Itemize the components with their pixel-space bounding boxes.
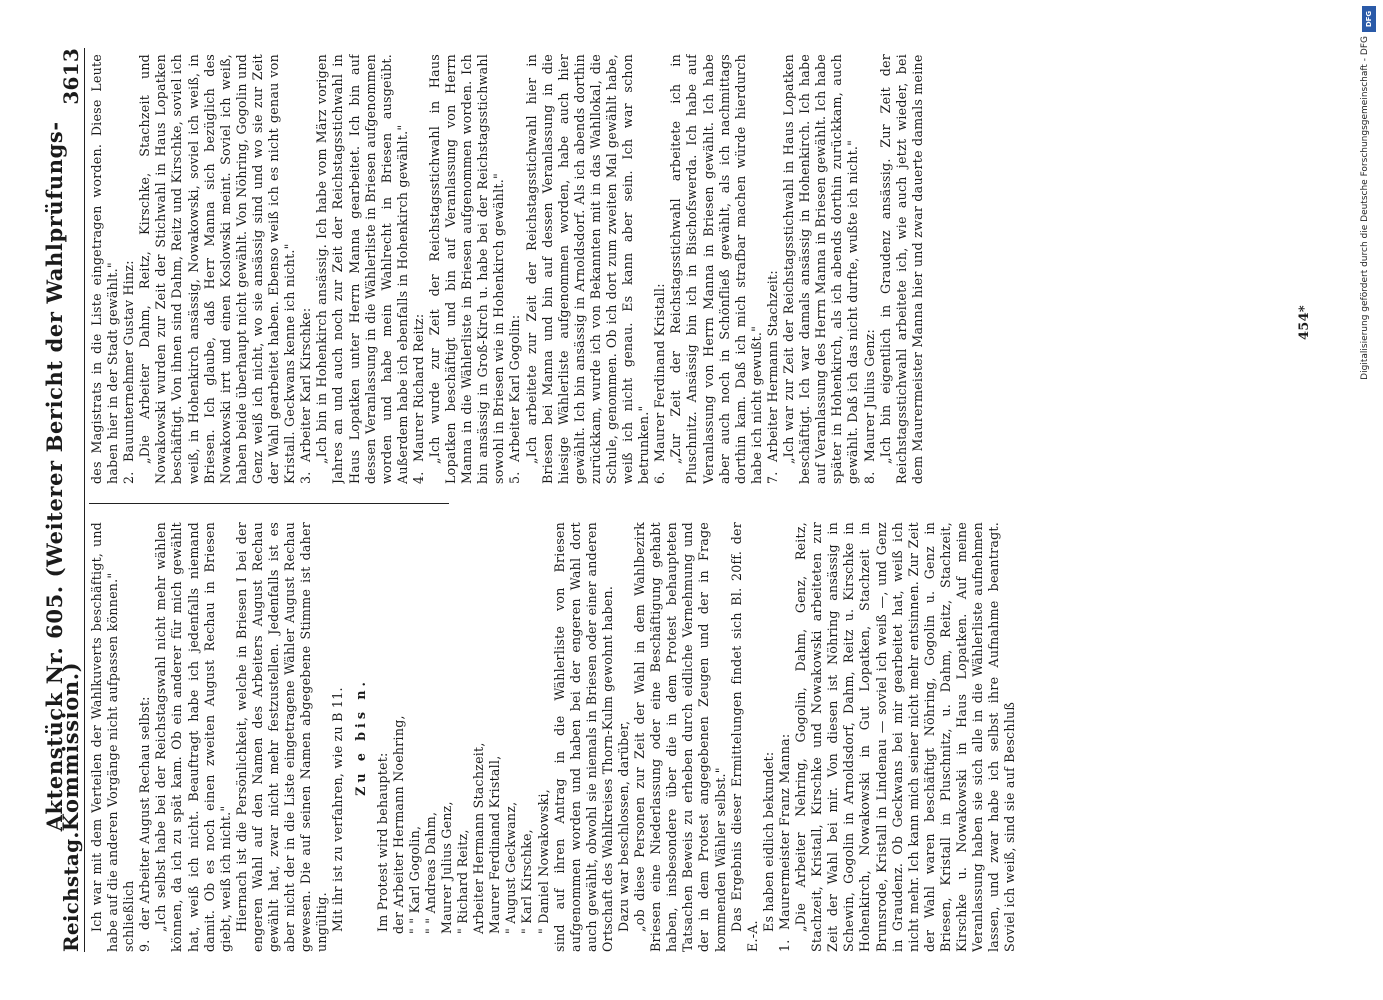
dfg-logo: [1362, 6, 1376, 32]
paragraph: Mit ihr ist zu verfahren, wie zu B 11.: [329, 687, 345, 932]
dfg-logo-text: DFG: [1365, 10, 1373, 28]
right-column: [89, 54, 1329, 484]
list-item: Arbeiter Hermann Stachzeit,: [470, 742, 486, 934]
paragraph: des Magistrats in die Liste eingetragen worden. Diese Leute haben hier in der Stadt gewählt.": [88, 54, 120, 484]
testimony: „Ich arbeitete zur Zeit der Reichstagsstichwahl hier in Briesen bei Manna und bin auf dessen Veranlassung in die hiesige Wählerliste aufgenommen worden, habe auch hier gewählt. Ich bin ansässig in Arnoldsdorf. Als ich abends dorthin zurückkam, wurde ich von Bekannten mit in das Wahllokal, die Schule, genommen. Ob ich dort zum zweiten Mal gewählt habe, weiß ich nicht genau. Es kann aber sein. Ich war schon betrunken.": [523, 54, 651, 484]
digitization-note: [1360, 36, 1378, 656]
testimony: „Die Arbeiter Nehring, Gogolin, Dahm, Genz, Reitz, Stachzeit, Kristall, Kirschke und Nowakowski arbeiteten zur Zeit der Wahl bei mir. Von diesen ist Nöhring ansässig in Schewin, Gogolin in Arnoldsdorf, Dahm, Reitz u. Kirschke in Hohenkirch, Nowakowski in Gut Lopatken, Stachzeit in Brunsrode, Kristall in Lindenau — soviel ich weiß —, und Genz in Graudenz. Ob Geckwans bei mir gearbeitet hat, weiß ich nicht mehr. Ich kann mich seiner nicht mehr entsinnen. Zur Zeit der Wahl waren beschäftigt Nöhring, Gogolin u. Genz in Briesen, Kristall in Pluschnitz, u. Dahm, Reitz, Stachzeit, Kirschke u. Nowakowski in Haus Lopatken. Auf meine Veranlassung haben sie sich alle in die Wählerliste aufnehmen lassen, und zwar habe ich selbst ihre Aufnahme beantragt. Soviel ich weiß, sind sie auf Beschluß: [792, 522, 1017, 952]
witness-name: Maurer Julius Genz:: [861, 328, 876, 462]
testimony: „Ich selbst habe bei der Reichstagswahl nicht mehr wählen können, da ich zu spät kam. Ob ein anderer für mich gewählt hat, weiß ich nicht. Beauftragt habe ich jedenfalls niemand damit. Ob es noch einen zweiten August Rechau in Briesen giebt, weiß ich nicht.": [152, 522, 233, 952]
item-number: 7.: [764, 471, 780, 484]
list-item: " " Andreas Dahm,: [422, 811, 438, 934]
testimony: „Ich wurde zur Zeit der Reichstagsstichwahl in Haus Lopatken beschäftigt und bin auf Veranlassung von Herrn Manna in die Wählerliste in Briesen aufgenommen worden. Ich bin ansässig in Groß-Kirch u. habe bei der Reichstagsstichwahl sowohl in Briesen wie in Hohenkirch gewählt.": [426, 54, 506, 484]
item-number: 8.: [861, 471, 876, 484]
running-head: [41, 48, 85, 952]
witness-name: Maurermeister Franz Manna:: [776, 733, 792, 930]
head-left: Reichstag.: [58, 831, 83, 952]
witness-name: Maurer Ferdinand Kristall:: [651, 283, 667, 462]
signature-mark: 454*: [1296, 305, 1312, 340]
item-number: 9.: [136, 939, 152, 952]
testimony: „Ich bin eigentlich in Graudenz ansässig. Zur Zeit der Reichstagsstichwahl arbeitete ich, wie auch jetzt wieder, bei dem Maurermeister Manna hier und zwar dauerte damals meine: [877, 54, 925, 484]
testimony: „Zur Zeit der Reichstagsstichwahl arbeitete ich in Pluschnitz. Ansässig bin ich in Bischofswerda. Ich habe auf Veranlassung von Herrn Manna in Briesen gewählt. Ich habe aber auch noch in Schönfließ gewählt, als ich nachmittags dorthin kam. Daß ich mich strafbar machen würde hierdurch habe ich nicht gewußt.": [667, 54, 764, 484]
witness-name: Arbeiter Hermann Stachzeit:: [764, 270, 780, 462]
witness-item: [507, 54, 523, 484]
testimony: „Ich bin in Hohenkirch ansässig. Ich habe vom März vorigen Jahres an und auch noch zur Zeit der Reichstagsstichwahl in Haus Lopatken unter Herrn Manna gearbeitet. Ich bin auf dessen Veranlassung in die Wählerliste in Briesen aufgenommen worden und habe mein Wahlrecht in Briesen ausgeübt. Außerdem habe ich ebenfalls in Hohenkirch gewählt.": [313, 54, 410, 484]
section-heading: Zu e bis n.: [352, 678, 367, 796]
paragraph: Hiernach ist die Persönlichkeit, welche in Briesen I bei der engeren Wahl auf den Namen des Arbeiters August Rechau gewählt hat, zwar nicht mehr festzustellen. Jedenfalls ist es aber nicht der in die Liste eingetragene Wähler August Rechau gewesen. Die auf seinen Namen abgegebene Stimme ist daher ungültig.: [233, 522, 329, 952]
witness-item: [776, 522, 792, 952]
witness-item: [298, 54, 314, 484]
item-number: 4.: [410, 471, 426, 484]
column-rule: [89, 503, 449, 504]
resolution-quote: „ob diese Personen zur Zeit der Wahl in dem Wahlbezirk Briesen eine Niederlassung oder eine Beschäftigung gehabt haben, insbesondere über die in dem Protest behaupteten Tatsachen Beweis zu erheben durch eidliche Vernehmung und der in dem Protest angegebenen Zeugen und der in Frage kommenden Wähler selbst.": [631, 522, 728, 952]
item-number: 5.: [506, 471, 522, 484]
list-item: " Karl Kirschke,: [518, 829, 534, 934]
paragraph: Das Ergebnis dieser Ermittelungen findet sich Bl. 20ff. der E.-A.: [728, 522, 760, 952]
list-item: " August Geckwanz,: [502, 801, 518, 934]
witness-item: [410, 54, 426, 484]
item-number: 1.: [776, 939, 792, 952]
item-number: 2.: [120, 471, 136, 484]
left-column: [89, 522, 1329, 952]
witness-name: Arbeiter Karl Kirschke:: [297, 307, 313, 462]
list-item: der Arbeiter Hermann Noehring,: [390, 715, 406, 934]
witness-item: [652, 54, 668, 484]
witness-item: [137, 522, 153, 952]
item-number: 3.: [297, 471, 313, 484]
paragraph: Im Protest wird behauptet:: [374, 752, 390, 932]
list-item: " Daniel Nowakowski,: [535, 788, 551, 934]
witness-item: [764, 54, 780, 484]
list-item: " " Karl Gogolin,: [406, 825, 422, 934]
testimony: „Die Arbeiter Dahm, Reitz, Kirschke, Stachzeit und Nowakowski wurden zur Zeit der Stichwahl in Haus Lopatken beschäftigt. Von ihnen sind Dahm, Reitz und Kirschke, soviel ich weiß, in Hohenkirch ansässig, Nowakowski, soviel ich weiß, in Briesen. Ich glaube, daß Herr Manna sich bezüglich des Nowakowski irrt und einen Koslowski meint. Soviel ich weiß, haben beide überhaupt nicht gewählt. Von Nöhring, Gogolin und Genz weiß ich nicht, wo sie ansässig sind und wo sie zur Zeit der Wahl gearbeitet haben. Ebenso weiß ich es nicht genau von Kristall. Geckwans kenne ich nicht.": [136, 54, 297, 484]
paragraph: Ich war mit dem Verteilen der Wahlkuverts beschäftigt, und habe auf die anderen Vorgänge nicht aufpassen können.": [88, 522, 120, 952]
paragraph: Es haben eidlich bekundet:: [760, 751, 776, 932]
witness-item: [121, 54, 137, 484]
paragraph: Dazu war beschlossen, darüber,: [615, 720, 631, 932]
item-number: 6.: [651, 471, 667, 484]
paragraph: schließlich: [120, 880, 136, 952]
witness-name: Bauunternehmer Gustav Hinz:: [120, 260, 136, 462]
witness-name: der Arbeiter August Rechau selbst:: [136, 696, 152, 930]
list-item: " Richard Reitz,: [454, 829, 470, 934]
head-title: Aktenstück Nr. 605. (Weiterer Bericht der Wahlprüfungs-Kommission.): [41, 121, 83, 832]
witness-item: [861, 54, 877, 484]
testimony: „Ich war zur Zeit der Reichstagsstichwahl in Haus Lopatken beschäftigt. Ich war damals ansässig in Hohenkirch. Ich habe auf Veranlassung des Herrn Manna in Briesen gewählt. Ich habe später in Hohenkirch, als ich abends dorthin zurückkam, auch gewählt. Daß ich das nicht durfte, wußte ich nicht.": [780, 54, 860, 484]
witness-name: Maurer Richard Reitz:: [410, 313, 426, 462]
witness-name: Arbeiter Karl Gogolin:: [506, 314, 522, 462]
digitization-note-text: Digitalisierung gefördert durch die Deutsche Forschungsgemeinschaft - DFG: [1360, 36, 1370, 380]
page-number: 3613: [58, 48, 83, 105]
list-item: Maurer Ferdinand Kristall,: [486, 755, 502, 934]
document-page: [27, 20, 1357, 980]
list-item: Maurer Julius Genz,: [438, 801, 454, 934]
paragraph: sind auf ihren Antrag in die Wählerliste von Briesen aufgenommen worden und haben bei der engeren Wahl dort auch gewählt, obwohl sie niemals in Briesen oder einer anderen Ortschaft des Wahlkreises Thorn-Kulm gewohnt haben.: [551, 522, 615, 952]
